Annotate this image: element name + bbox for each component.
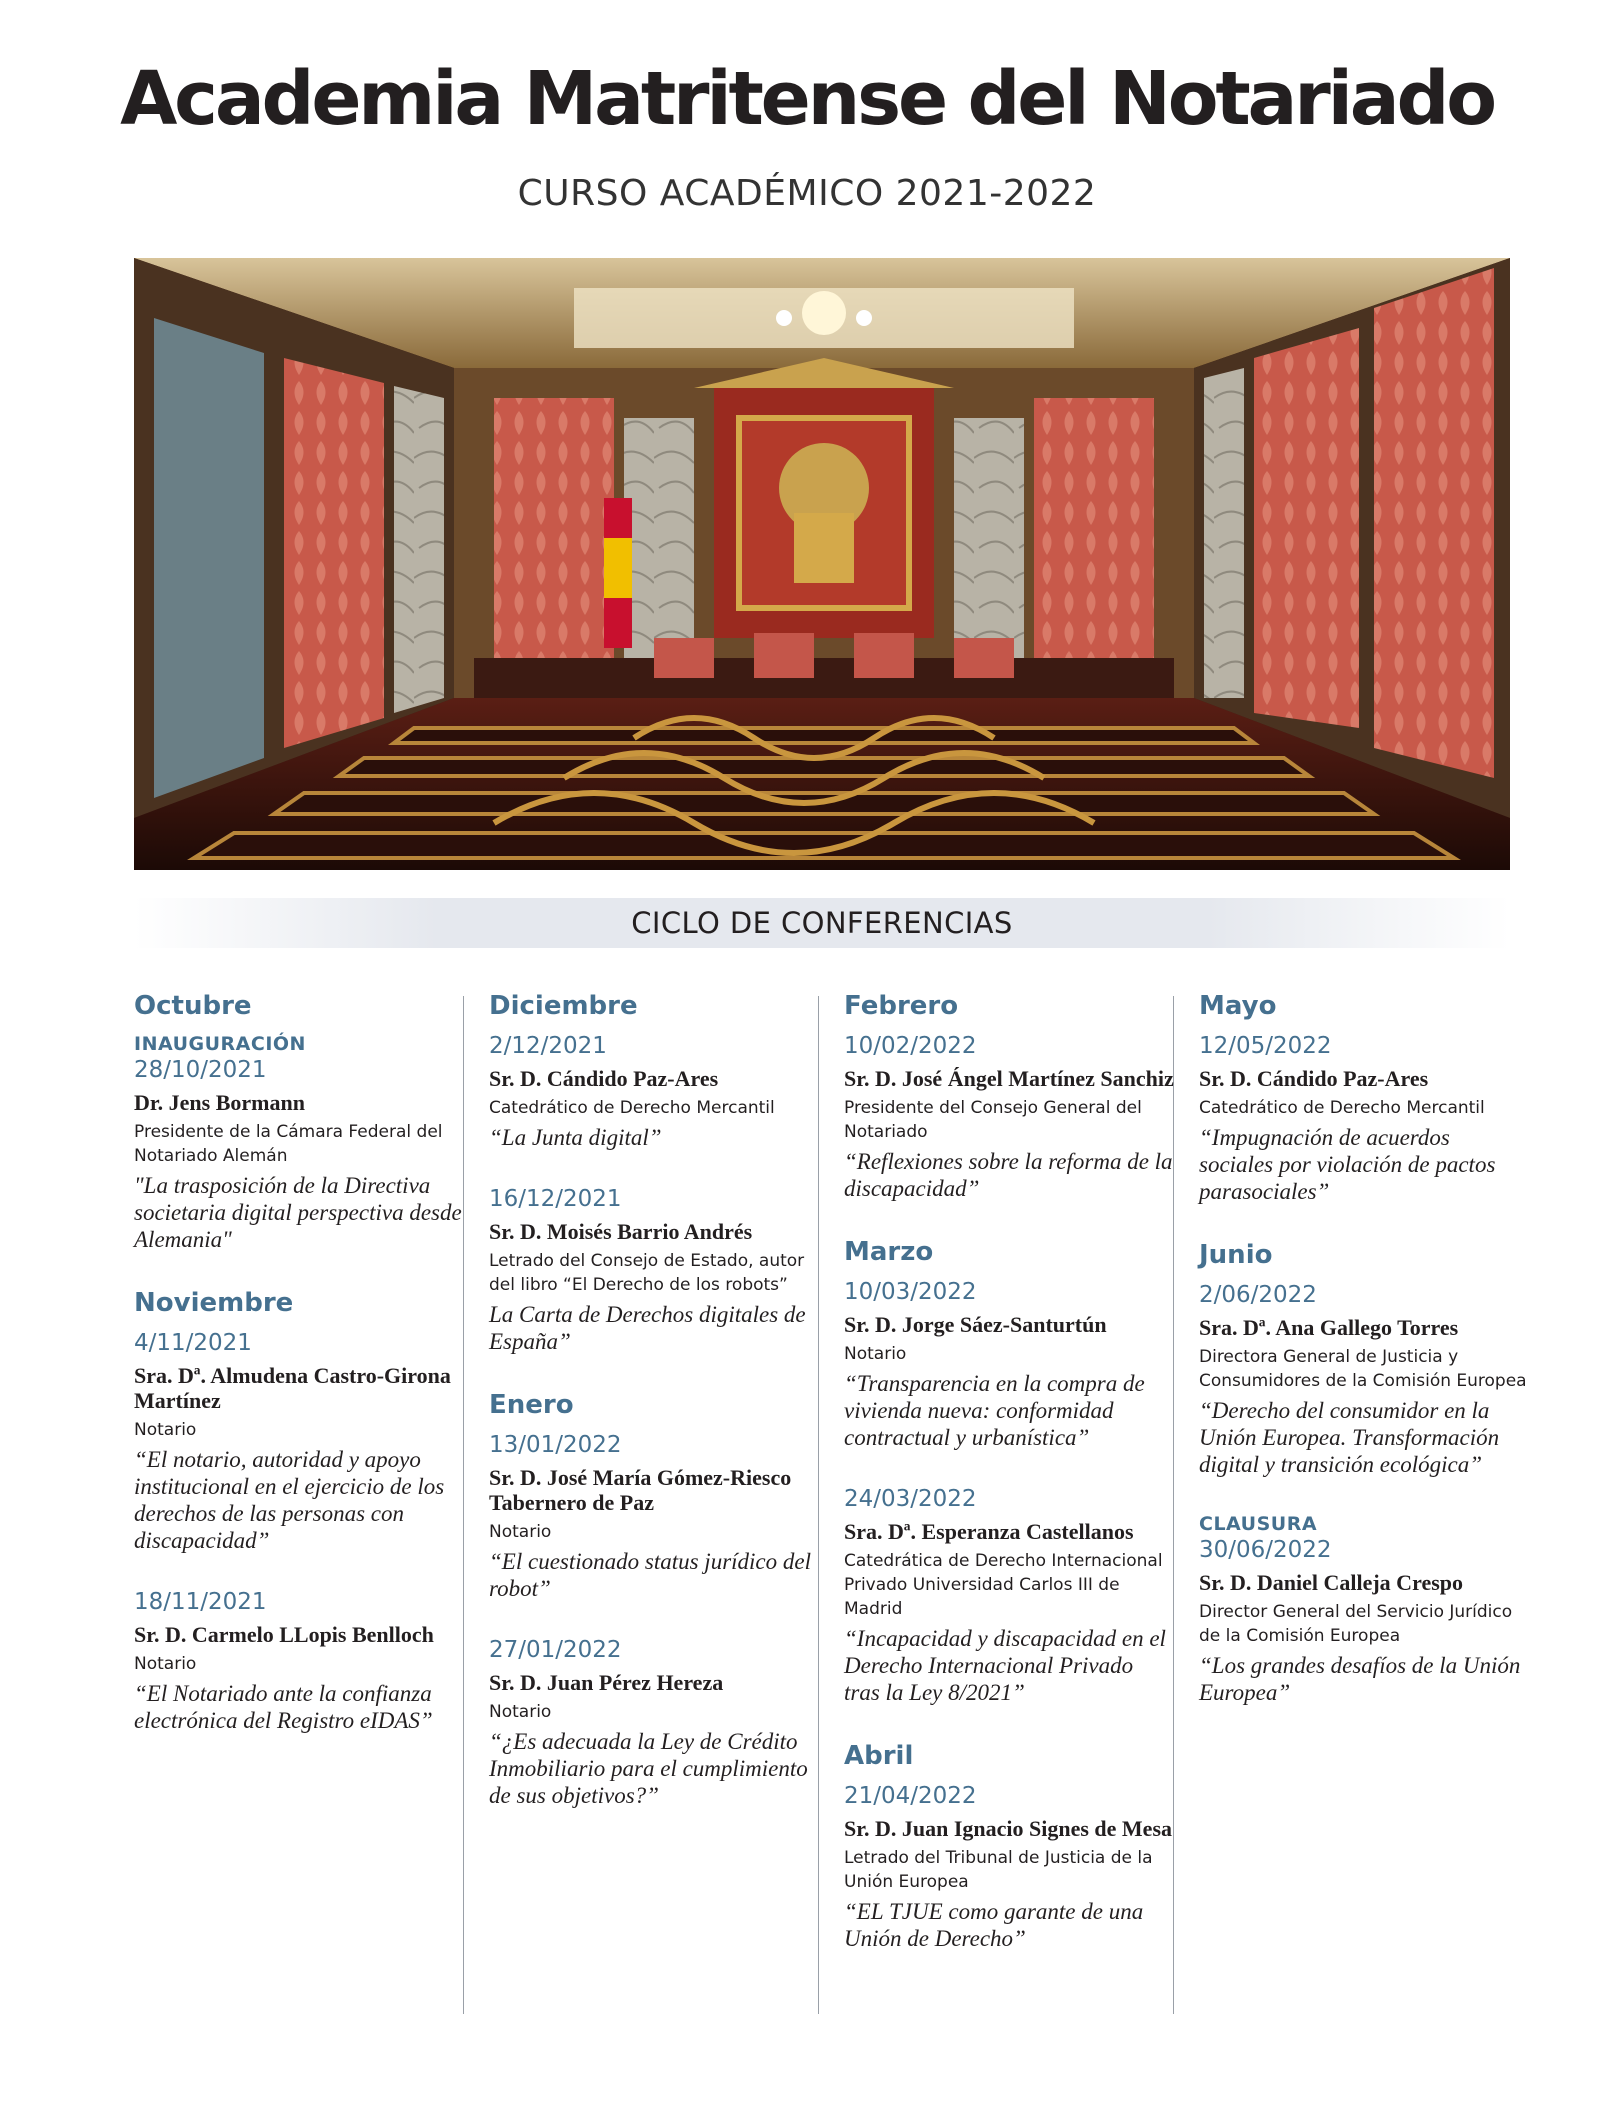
talk-title: “La Junta digital”	[489, 1125, 662, 1150]
event-date: 2/12/2021	[489, 1033, 607, 1059]
speaker-name: Sr. D. José María Gómez-Riesco Tabernero de Paz	[489, 1465, 792, 1515]
speaker-role: Directora General de Justicia y Consumidores de la Comisión Europea	[1199, 1347, 1527, 1391]
speaker-name: Sr. D. José Ángel Martínez Sanchiz	[844, 1066, 1174, 1091]
month-heading: Octubre	[134, 991, 252, 1021]
talk-title: “Incapacidad y discapacidad en el Derecho Internacional Privado tras la Ley 8/2021”	[844, 1626, 1166, 1705]
event-date: 13/01/2022	[489, 1432, 622, 1458]
month-heading: Enero	[489, 1390, 574, 1420]
event-date: 2/06/2022	[1199, 1282, 1317, 1308]
talk-title: “El notario, autoridad y apoyo institucional en el ejercicio de los derechos de las personas con discapacidad”	[134, 1447, 445, 1553]
conference-entry	[844, 1485, 1174, 1706]
event-date: 28/10/2021	[134, 1057, 267, 1083]
event-label: INAUGURACIÓN	[134, 1033, 306, 1055]
page-title: Academia Matritense del Notariado	[120, 56, 1494, 142]
schedule-column	[1199, 990, 1529, 1740]
speaker-role: Notario	[134, 1654, 197, 1674]
schedule-column	[134, 990, 464, 1768]
conference-entry	[1199, 1281, 1529, 1478]
speaker-role: Notario	[489, 1522, 552, 1542]
event-date: 30/06/2022	[1199, 1537, 1332, 1563]
talk-title: "La trasposición de la Directiva societaria digital perspectiva desde Alemania"	[134, 1173, 462, 1252]
speaker-name: Sr. D. Jorge Sáez-Santurtún	[844, 1312, 1107, 1337]
talk-title: La Carta de Derechos digitales de España”	[489, 1302, 806, 1354]
speaker-name: Sr. D. Carmelo LLopis Benlloch	[134, 1622, 434, 1647]
month-heading: Diciembre	[489, 991, 638, 1021]
speaker-role: Catedrático de Derecho Mercantil	[1199, 1098, 1485, 1118]
conference-entry	[1199, 1512, 1529, 1706]
talk-title: “Reflexiones sobre la reforma de la discapacidad”	[844, 1149, 1173, 1201]
month-heading: Noviembre	[134, 1288, 294, 1318]
speaker-name: Sra. Dª. Esperanza Castellanos	[844, 1519, 1134, 1544]
speaker-role: Catedrático de Derecho Mercantil	[489, 1098, 775, 1118]
talk-title: “EL TJUE como garante de una Unión de Derecho”	[844, 1899, 1144, 1951]
speaker-role: Letrado del Tribunal de Justicia de la Unión Europea	[844, 1848, 1153, 1892]
month-heading: Junio	[1199, 1240, 1273, 1270]
conference-entry	[489, 1636, 819, 1809]
speaker-name: Sr. D. Daniel Calleja Crespo	[1199, 1570, 1463, 1595]
conference-entry	[844, 1032, 1174, 1202]
month-heading: Mayo	[1199, 991, 1277, 1021]
talk-title: “Transparencia en la compra de vivienda nueva: conformidad contractual y urbanística”	[844, 1371, 1145, 1450]
event-date: 4/11/2021	[134, 1330, 252, 1356]
conference-entry	[1199, 1032, 1529, 1205]
talk-title: “Los grandes desafíos de la Unión Europea”	[1199, 1653, 1521, 1705]
event-date: 10/03/2022	[844, 1279, 977, 1305]
schedule-column	[844, 990, 1174, 1986]
speaker-role: Presidente del Consejo General del Notariado	[844, 1098, 1142, 1142]
conference-entry	[844, 1278, 1174, 1451]
speaker-name: Sr. D. Juan Ignacio Signes de Mesa	[844, 1816, 1173, 1841]
talk-title: “Impugnación de acuerdos sociales por violación de pactos parasociales”	[1199, 1125, 1496, 1204]
month-heading: Abril	[844, 1741, 914, 1771]
conference-entry	[134, 1329, 464, 1554]
speaker-role: Catedrática de Derecho Internacional Privado Universidad Carlos III de Madrid	[844, 1551, 1163, 1619]
schedule-column	[489, 990, 819, 1843]
month-heading: Febrero	[844, 991, 959, 1021]
speaker-name: Sr. D. Cándido Paz-Ares	[489, 1066, 719, 1091]
speaker-role: Notario	[844, 1344, 907, 1364]
event-date: 16/12/2021	[489, 1186, 622, 1212]
speaker-role: Notario	[489, 1702, 552, 1722]
speaker-role: Letrado del Consejo de Estado, autor del libro “El Derecho de los robots”	[489, 1251, 805, 1295]
event-date: 24/03/2022	[844, 1486, 977, 1512]
speaker-name: Dr. Jens Bormann	[134, 1090, 305, 1115]
speaker-name: Sra. Dª. Almudena Castro-Girona Martínez	[134, 1363, 451, 1413]
event-date: 27/01/2022	[489, 1637, 622, 1663]
conference-entry	[489, 1032, 819, 1151]
speaker-role: Notario	[134, 1420, 197, 1440]
talk-title: “El Notariado ante la confianza electrónica del Registro eIDAS”	[134, 1681, 433, 1733]
event-date: 10/02/2022	[844, 1033, 977, 1059]
page-subtitle: CURSO ACADÉMICO 2021-2022	[517, 173, 1097, 214]
talk-title: “¿Es adecuada la Ley de Crédito Inmobiliario para el cumplimiento de sus objetivos?”	[489, 1729, 808, 1808]
speaker-name: Sr. D. Moisés Barrio Andrés	[489, 1219, 753, 1244]
conference-entry	[134, 1588, 464, 1734]
conference-entry	[844, 1782, 1174, 1952]
speaker-name: Sr. D. Juan Pérez Hereza	[489, 1670, 724, 1695]
month-heading: Marzo	[844, 1237, 934, 1267]
talk-title: “El cuestionado status jurídico del robot”	[489, 1549, 811, 1601]
conference-entry	[489, 1185, 819, 1355]
talk-title: “Derecho del consumidor en la Unión Europea. Transformación digital y transición ecológica”	[1199, 1398, 1500, 1477]
event-date: 18/11/2021	[134, 1589, 267, 1615]
conference-entry	[134, 1032, 464, 1253]
section-title: CICLO DE CONFERENCIAS	[134, 898, 1510, 948]
event-label: CLAUSURA	[1199, 1513, 1318, 1535]
speaker-name: Sr. D. Cándido Paz-Ares	[1199, 1066, 1429, 1091]
event-date: 12/05/2022	[1199, 1033, 1332, 1059]
conference-entry	[489, 1431, 819, 1602]
event-date: 21/04/2022	[844, 1783, 977, 1809]
speaker-role: Presidente de la Cámara Federal del Notariado Alemán	[134, 1122, 443, 1166]
speaker-name: Sra. Dª. Ana Gallego Torres	[1199, 1315, 1459, 1340]
speaker-role: Director General del Servicio Jurídico de la Comisión Europea	[1199, 1602, 1513, 1646]
